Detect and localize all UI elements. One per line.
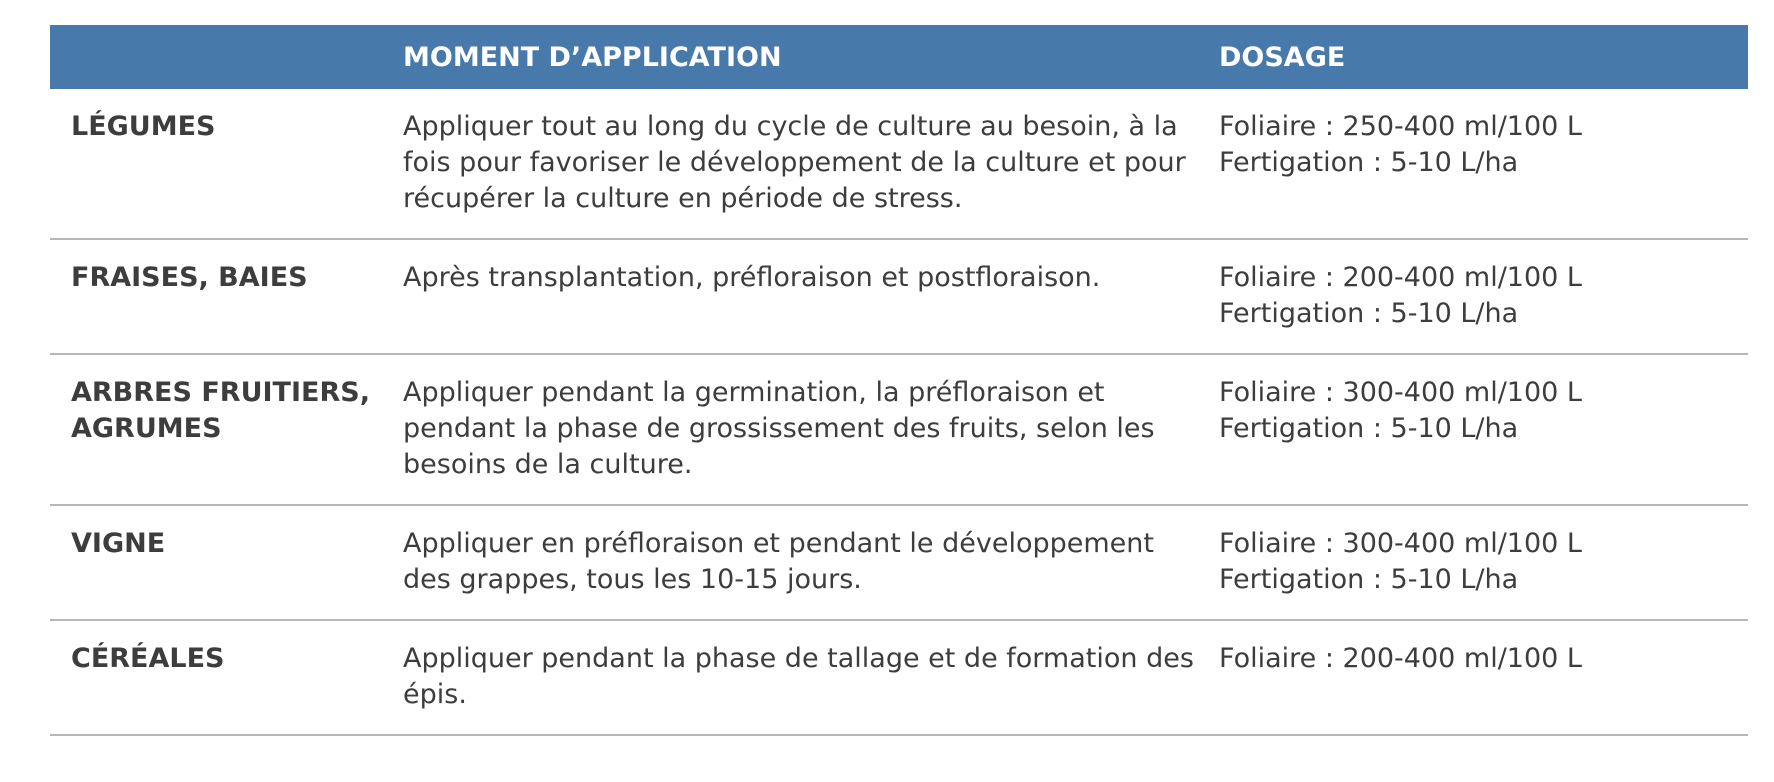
row-dosage xyxy=(1219,505,1748,620)
dosage-line: Foliaire : 250-400 ml/100 L xyxy=(1219,111,1582,142)
dosage-line: Fertigation : 5-10 L/ha xyxy=(1219,564,1519,595)
table-row xyxy=(50,89,1748,239)
row-moment: Appliquer tout au long du cycle de culture au besoin, à la fois pour favoriser le développement de la culture et pour récupérer la culture en période de stress. xyxy=(403,111,1186,214)
table-header xyxy=(50,25,1748,89)
row-moment: Appliquer en préfloraison et pendant le développement des grappes, tous les 10-15 jours. xyxy=(403,528,1154,595)
row-dosage xyxy=(1219,354,1748,505)
table-row xyxy=(50,620,1748,735)
header-crop xyxy=(50,25,403,89)
row-moment: Après transplantation, préfloraison et postfloraison. xyxy=(403,262,1101,293)
dosage-line: Foliaire : 200-400 ml/100 L xyxy=(1219,262,1582,293)
table-row xyxy=(50,505,1748,620)
dosage-line: Fertigation : 5-10 L/ha xyxy=(1219,413,1519,444)
application-table-container xyxy=(50,25,1748,736)
dosage-line: Fertigation : 5-10 L/ha xyxy=(1219,147,1519,178)
dosage-line: Foliaire : 200-400 ml/100 L xyxy=(1219,643,1582,674)
table-row xyxy=(50,354,1748,505)
application-table xyxy=(50,25,1748,736)
row-crop: CÉRÉALES xyxy=(71,643,225,674)
row-moment: Appliquer pendant la germination, la préfloraison et pendant la phase de grossissement des fruits, selon les besoins de la culture. xyxy=(403,377,1155,480)
row-crop: ARBRES FRUITIERS, AGRUMES xyxy=(71,377,370,444)
header-moment: MOMENT D’APPLICATION xyxy=(403,41,782,73)
dosage-line: Foliaire : 300-400 ml/100 L xyxy=(1219,377,1582,408)
table-header-row xyxy=(50,25,1748,89)
row-crop: VIGNE xyxy=(71,528,166,559)
row-dosage xyxy=(1219,620,1748,735)
table-body xyxy=(50,89,1748,735)
dosage-line: Foliaire : 300-400 ml/100 L xyxy=(1219,528,1582,559)
row-crop: FRAISES, BAIES xyxy=(71,262,308,293)
dosage-line: Fertigation : 5-10 L/ha xyxy=(1219,298,1519,329)
row-dosage xyxy=(1219,239,1748,354)
row-dosage xyxy=(1219,89,1748,239)
row-moment: Appliquer pendant la phase de tallage et de formation des épis. xyxy=(403,643,1194,710)
row-crop: LÉGUMES xyxy=(71,111,216,142)
header-dosage: DOSAGE xyxy=(1219,41,1346,73)
table-row xyxy=(50,239,1748,354)
